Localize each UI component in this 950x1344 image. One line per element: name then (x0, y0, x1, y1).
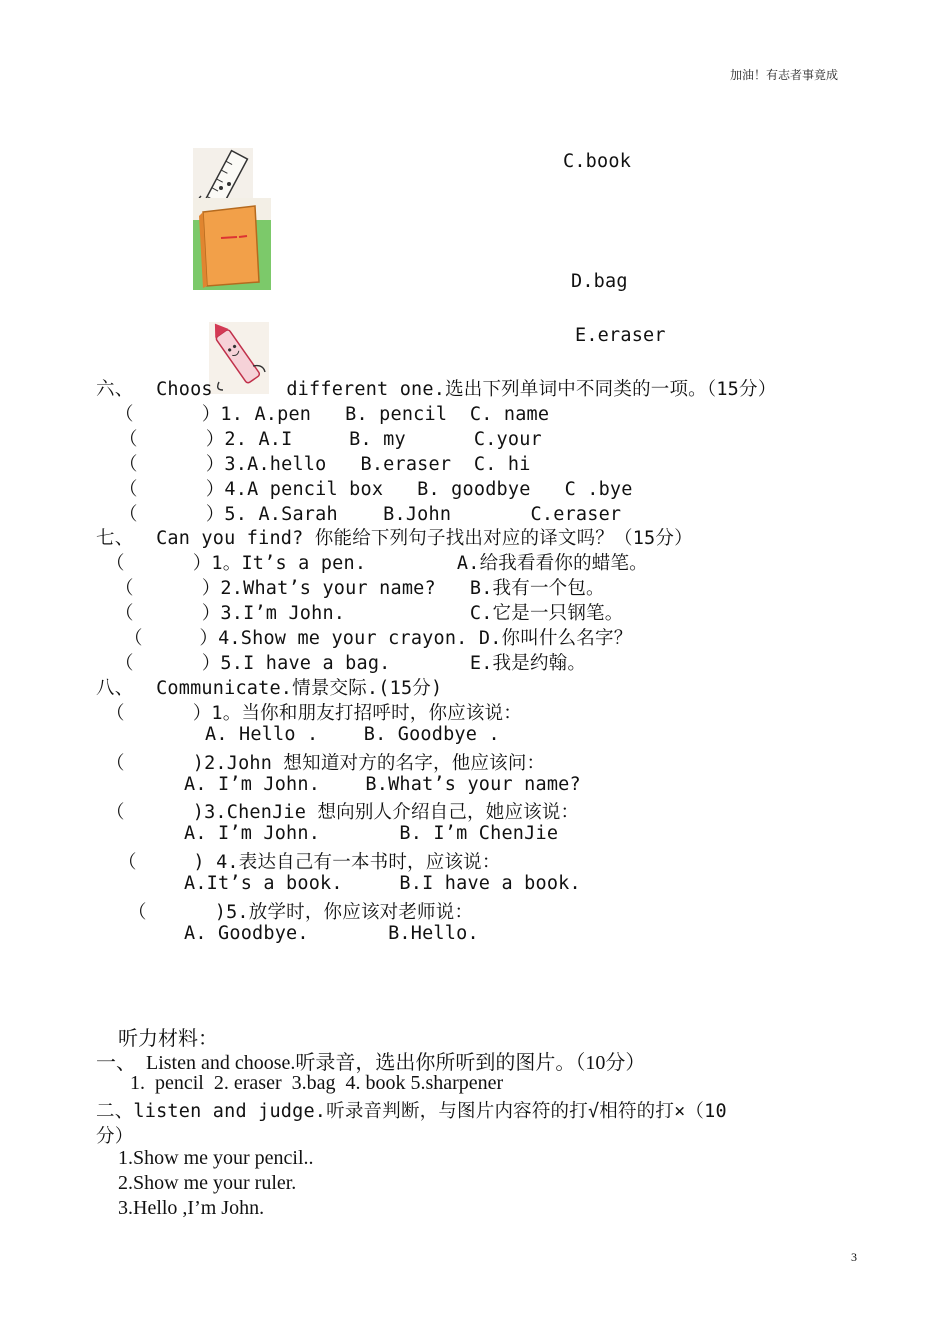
listening-part1-words: 1. pencil 2. eraser 3.bag 4. book 5.sharpener (130, 1072, 504, 1094)
section8-q5: （ )5.放学时，你应该对老师说： (128, 902, 474, 923)
listening-sentence-1: 1.Show me your pencil.. (118, 1147, 314, 1169)
section8-title: 八、 Communicate.情景交际.(15分) (96, 678, 443, 699)
section6-item-1: （ ）1. A.pen B. pencil C. name (115, 404, 550, 425)
crayon-picture (209, 322, 269, 394)
book-picture (193, 198, 271, 290)
section6-item-4: （ ）4.A pencil box B. goodbye C .bye (119, 479, 633, 500)
section6-title-suffix: different one.选出下列单词中不同类的一项。（15分） (275, 379, 777, 400)
section7-item-4: （ ）4.Show me your crayon. D.你叫什么名字？ (124, 628, 633, 649)
section8-a4: A.It’s a book. B.I have a book. (184, 873, 581, 894)
section7-item-3: （ ）3.I’m John. C.它是一只钢笔。 (115, 603, 624, 624)
section8-a5: A. Goodbye. B.Hello. (184, 923, 479, 944)
option-c-book: C.book (563, 151, 632, 172)
section8-a3: A. I’m John. B. I’m ChenJie (184, 823, 559, 844)
section6-item-3: （ ）3.A.hello B.eraser C. hi (119, 454, 531, 475)
section7-title: 七、 Can you find? 你能给下列句子找出对应的译文吗？（15分） (96, 528, 693, 549)
section7-item-2: （ ）2.What’s your name? B.我有一个包。 (115, 578, 605, 599)
section8-a2: A. I’m John. B.What’s your name? (184, 774, 581, 795)
section6-item-5: （ ）5. A.Sarah B.John C.eraser (119, 504, 622, 525)
section8-q3: （ )3.ChenJie 想向别人介绍自己，她应该说： (106, 802, 580, 823)
listening-part1-title: 一、 Listen and choose.听录音，选出你所听到的图片。（10分） (96, 1052, 646, 1074)
section8-q4: （ ) 4.表达自己有一本书时，应该说： (118, 852, 501, 873)
listening-part2-title-line1: 二、listen and judge.听录音判断，与图片内容符的打√相符的打×（10 (96, 1101, 727, 1122)
section8-a1: A. Hello . B. Goodbye . (205, 724, 500, 745)
section8-q2: （ )2.John 想知道对方的名字，他应该问： (106, 753, 546, 774)
option-d-bag: D.bag (571, 271, 628, 292)
section7-item-1: （ ）1。It’s a pen. A.给我看看你的蜡笔。 (106, 553, 648, 574)
listening-heading: 听力材料： (118, 1028, 218, 1050)
listening-sentence-3: 3.Hello ,I’m John. (118, 1197, 265, 1219)
option-e-eraser: E.eraser (575, 325, 666, 346)
section7-item-5: （ ）5.I have a bag. E.我是约翰。 (115, 653, 587, 674)
listening-part2-title-line2: 分） (96, 1126, 134, 1147)
header-motto: 加油！有志者事竟成 (730, 68, 839, 82)
listening-sentence-2: 2.Show me your ruler. (118, 1172, 297, 1194)
section6-title-prefix: 六、 Choos (96, 379, 213, 400)
section6-item-2: （ ）2. A.I B. my C.your (119, 429, 542, 450)
section8-q1: （ ）1。当你和朋友打招呼时，你应该说： (106, 703, 522, 724)
page-number: 3 (851, 1250, 857, 1264)
